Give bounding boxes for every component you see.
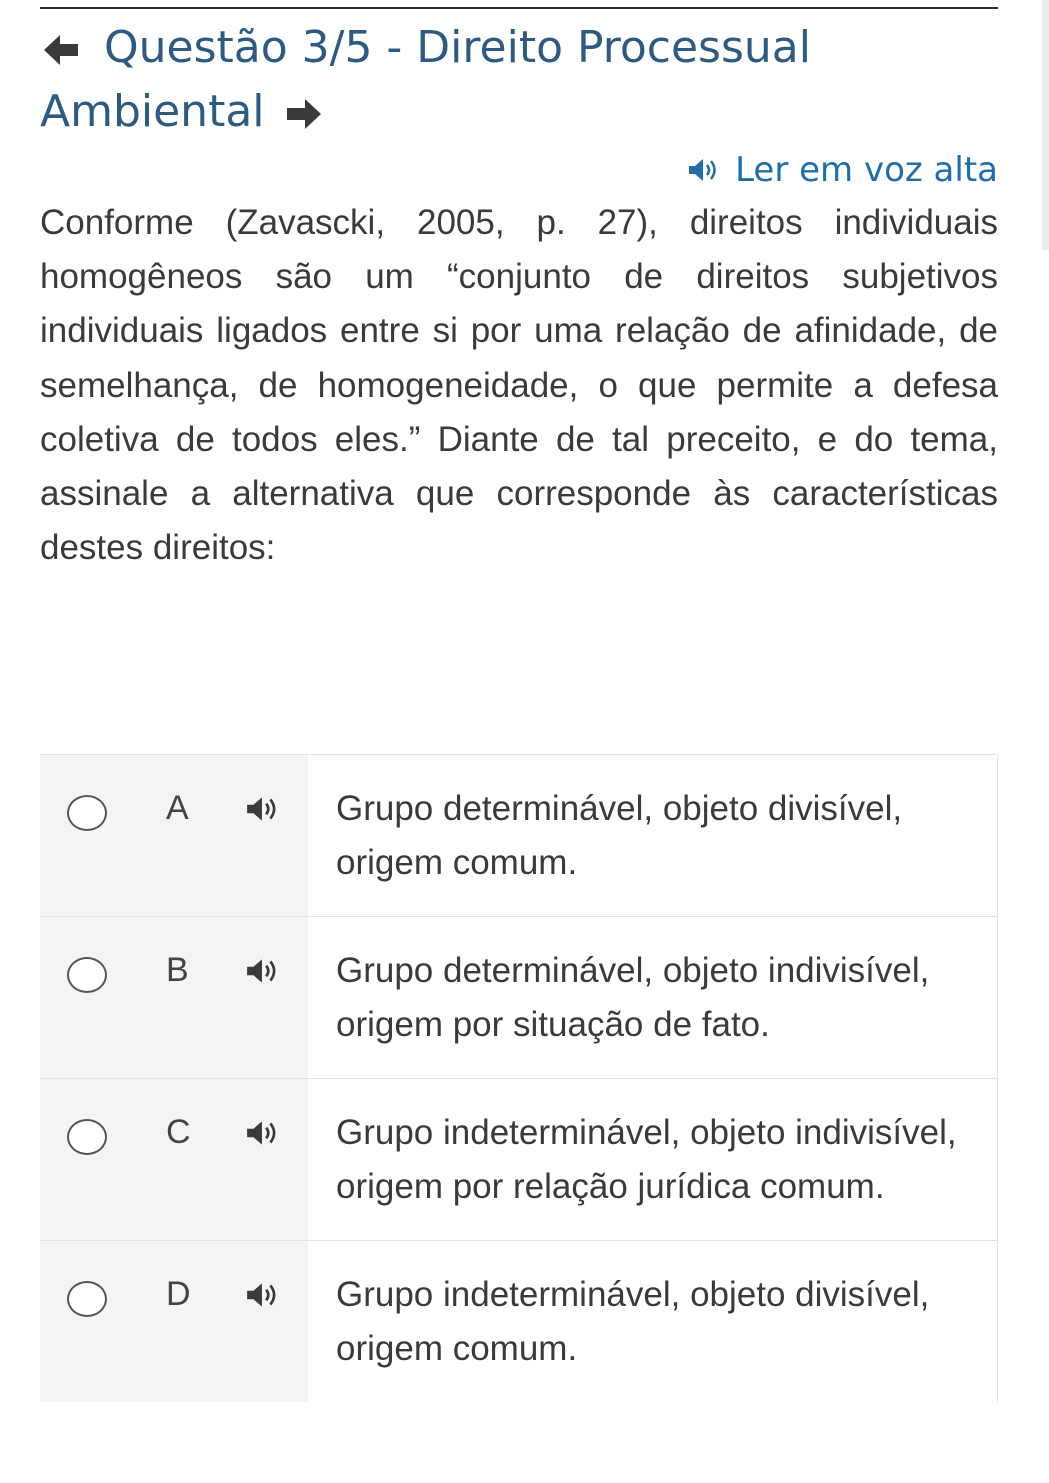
- arrow-left-icon[interactable]: [42, 33, 80, 67]
- option-a[interactable]: [40, 755, 998, 917]
- scrollbar[interactable]: [1042, 0, 1049, 250]
- option-a-text: Grupo determinável, objeto divisível, origem comum.: [308, 755, 998, 916]
- option-c-radio[interactable]: [67, 1119, 107, 1155]
- option-d-radio[interactable]: [67, 1281, 107, 1317]
- option-controls: [40, 755, 308, 916]
- option-b-radio[interactable]: [67, 957, 107, 993]
- read-aloud-button[interactable]: [687, 150, 998, 190]
- answer-options: [40, 754, 998, 1402]
- question-statement: Conforme (Zavascki, 2005, p. 27), direitos individuais homogêneos são um “conjunto de direitos subjetivos individuais ligados entre si por uma relação de afinidade, de semelhança, de homogeneidade, o que permite a defesa coletiva de todos eles.” Diante de tal preceito, e do tema, assinale a alternativa que corresponde às características destes direitos:: [40, 203, 998, 568]
- option-controls: [40, 917, 308, 1078]
- question-header: [40, 16, 998, 144]
- option-b-letter: B: [166, 951, 189, 989]
- option-d-letter: D: [166, 1275, 191, 1313]
- option-b[interactable]: [40, 917, 998, 1079]
- speaker-icon[interactable]: [245, 1118, 281, 1153]
- option-c-text: Grupo indeterminável, objeto indivisível, origem por relação jurídica comum.: [308, 1079, 998, 1240]
- option-d-text: Grupo indeterminável, objeto divisível, origem comum.: [308, 1241, 998, 1402]
- read-aloud-label: Ler em voz alta: [735, 150, 998, 190]
- option-controls: [40, 1079, 308, 1240]
- arrow-right-icon[interactable]: [285, 97, 323, 131]
- speaker-icon: [687, 156, 721, 184]
- option-a-radio[interactable]: [67, 795, 107, 831]
- speaker-icon[interactable]: [245, 794, 281, 829]
- top-divider: [40, 7, 998, 9]
- page-title: Questão 3/5 - Direito Processual Ambiental: [40, 22, 811, 137]
- option-controls: [40, 1241, 308, 1402]
- option-c[interactable]: [40, 1079, 998, 1241]
- speaker-icon[interactable]: [245, 1280, 281, 1315]
- speaker-icon[interactable]: [245, 956, 281, 991]
- option-c-letter: C: [166, 1113, 191, 1151]
- option-a-letter: A: [166, 789, 189, 827]
- option-d[interactable]: [40, 1241, 998, 1402]
- option-b-text: Grupo determinável, objeto indivisível, origem por situação de fato.: [308, 917, 998, 1078]
